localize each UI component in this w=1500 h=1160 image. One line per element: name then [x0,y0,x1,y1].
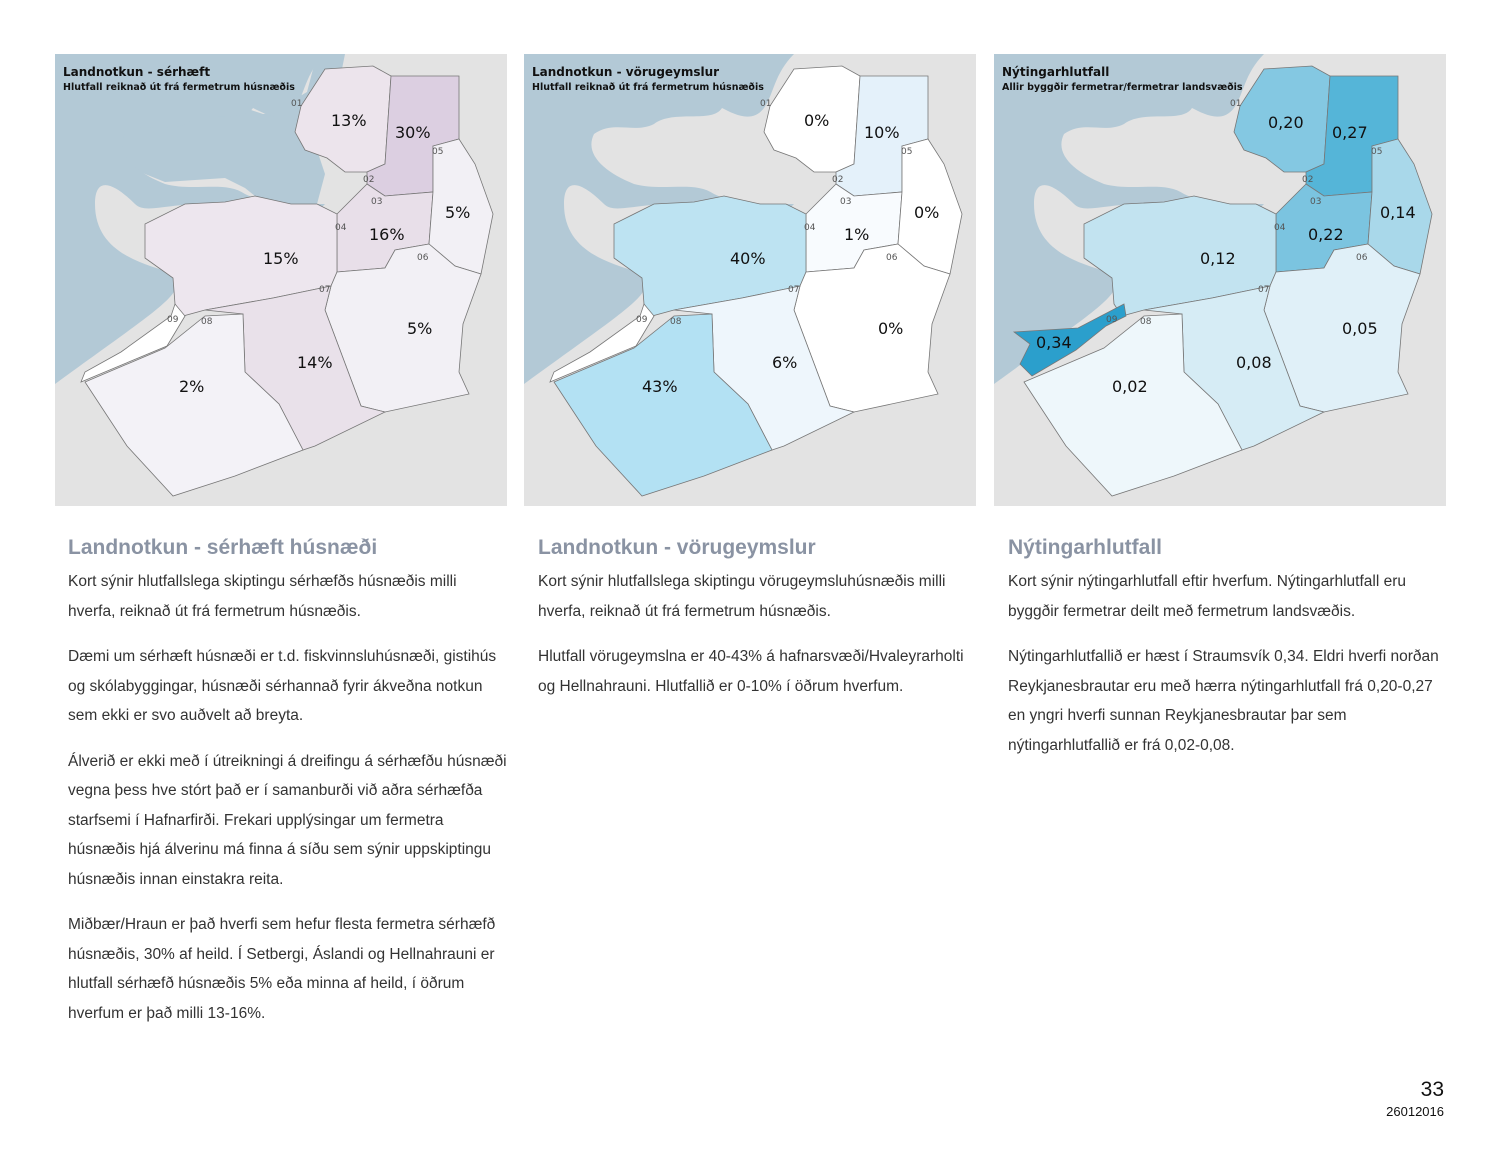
map-title: Landnotkun - vörugeymslur [532,65,720,79]
map-svg [55,54,507,506]
district-code-04: 04 [804,223,816,233]
map-subtitle: Hlutfall reiknað út frá fermetrum húsnæðis [532,82,764,93]
value-02: 0,27 [1332,123,1368,142]
paragraph: Miðbær/Hraun er það hverfi sem hefur flesta fermetra sérhæfð húsnæðis, 30% af heild. Í Setbergi, Áslandi og Hellnahrauni er hlutfall sérhæfð húsnæðis 5% eða minna af heild, í öðrum hverfum er það milli 13-16%. [68,916,496,1022]
district-code-08: 08 [1140,317,1152,327]
value-03: 1% [844,225,870,244]
map-warehouse-land-use [524,54,976,506]
district-code-06: 06 [417,253,429,263]
district-code-03: 03 [1310,197,1322,207]
document-code: 26012016 [1386,1104,1444,1119]
district-code-01: 01 [291,99,303,109]
paragraph: Kort sýnir hlutfallslega skiptingu vörugeymsluhúsnæðis milli hverfa, reiknað út frá fermetrum húsnæðis. [538,573,946,620]
column-floor-area-ratio [1008,535,1448,776]
district-code-03: 03 [371,197,383,207]
value-05: 0% [914,203,940,222]
column-title: Landnotkun - sérhæft húsnæði [68,536,378,559]
value-04: 15% [263,249,299,268]
column-specialized [68,535,508,1044]
value-06: 0,05 [1342,319,1378,338]
map-svg [524,54,976,506]
value-07: 14% [297,353,333,372]
value-08: 43% [642,377,678,396]
district-code-03: 03 [840,197,852,207]
value-05: 5% [445,203,471,222]
value-09: 0,34 [1036,333,1072,352]
map-floor-area-ratio [994,54,1446,506]
value-01: 13% [331,111,367,130]
paragraph: Hlutfall vörugeymslna er 40-43% á hafnarsvæði/Hvaleyrarholti og Hellnahrauni. Hlutfallið er 0-10% í öðrum hverfum. [538,648,964,695]
district-code-09: 09 [636,315,648,325]
district-code-02: 02 [363,175,375,185]
value-05: 0,14 [1380,203,1416,222]
value-06: 5% [407,319,433,338]
value-02: 30% [395,123,431,142]
column-title: Nýtingarhlutfall [1008,536,1163,559]
paragraph: Kort sýnir nýtingarhlutfall eftir hverfum. Nýtingarhlutfall eru byggðir fermetrar deilt með fermetrum landsvæðis. [1008,573,1406,620]
district-code-05: 05 [1371,147,1383,157]
district-code-06: 06 [886,253,898,263]
district-code-08: 08 [670,317,682,327]
district-code-07: 07 [319,285,331,295]
paragraph: Álverið er ekki með í útreikningi á dreifingu á sérhæfðu húsnæði vegna þess hve stórt það er í samanburði við aðra sérhæfða starfsemi í Hafnarfirði. Frekari upplýsingar um fermetra húsnæðis hjá álverinu má finna á síðu sem sýnir uppskiptingu húsnæðis innan einstakra reita. [68,752,507,888]
paragraph: Nýtingarhlutfallið er hæst í Straumsvík 0,34. Eldri hverfi norðan Reykjanesbrautar eru með hærra nýtingarhlutfall frá 0,20-0,27 en yngri hverfi sunnan Reykjanesbrautar þar sem nýtingarhlutfallið er frá 0,02-0,08. [1008,648,1439,754]
district-code-07: 07 [788,285,800,295]
map-title: Nýtingarhlutfall [1002,65,1110,79]
district-code-05: 05 [901,147,913,157]
district-code-02: 02 [1302,175,1314,185]
value-06: 0% [878,319,904,338]
value-04: 0,12 [1200,249,1236,268]
page-number: 33 [1420,1078,1444,1101]
value-08: 2% [179,377,205,396]
value-01: 0,20 [1268,113,1304,132]
value-02: 10% [864,123,900,142]
district-code-08: 08 [201,317,213,327]
district-code-09: 09 [167,315,179,325]
paragraph: Kort sýnir hlutfallslega skiptingu sérhæfðs húsnæðis milli hverfa, reiknað út frá fermetrum húsnæðis. [68,573,457,620]
district-code-04: 04 [335,223,347,233]
value-04: 40% [730,249,766,268]
district-code-07: 07 [1258,285,1270,295]
value-01: 0% [804,111,830,130]
map-subtitle: Allir byggðir fermetrar/fermetrar landsvæðis [1002,82,1243,93]
map-svg [994,54,1446,506]
district-code-09: 09 [1106,315,1118,325]
map-subtitle: Hlutfall reiknað út frá fermetrum húsnæðis [63,82,295,93]
column-title: Landnotkun - vörugeymslur [538,536,816,559]
map-title: Landnotkun - sérhæft [63,65,211,79]
district-code-02: 02 [832,175,844,185]
district-code-05: 05 [432,147,444,157]
value-07: 0,08 [1236,353,1272,372]
value-07: 6% [772,353,798,372]
value-03: 0,22 [1308,225,1344,244]
district-code-06: 06 [1356,253,1368,263]
value-08: 0,02 [1112,377,1148,396]
district-code-04: 04 [1274,223,1286,233]
district-code-01: 01 [760,99,772,109]
paragraph: Dæmi um sérhæft húsnæði er t.d. fiskvinnsluhúsnæði, gistihús og skólabyggingar, húsnæði sérhannað fyrir ákveðna notkun sem ekki er svo auðvelt að breyta. [68,648,497,724]
column-warehouse [538,535,978,717]
value-03: 16% [369,225,405,244]
map-specialized-land-use [55,54,507,506]
district-code-01: 01 [1230,99,1242,109]
